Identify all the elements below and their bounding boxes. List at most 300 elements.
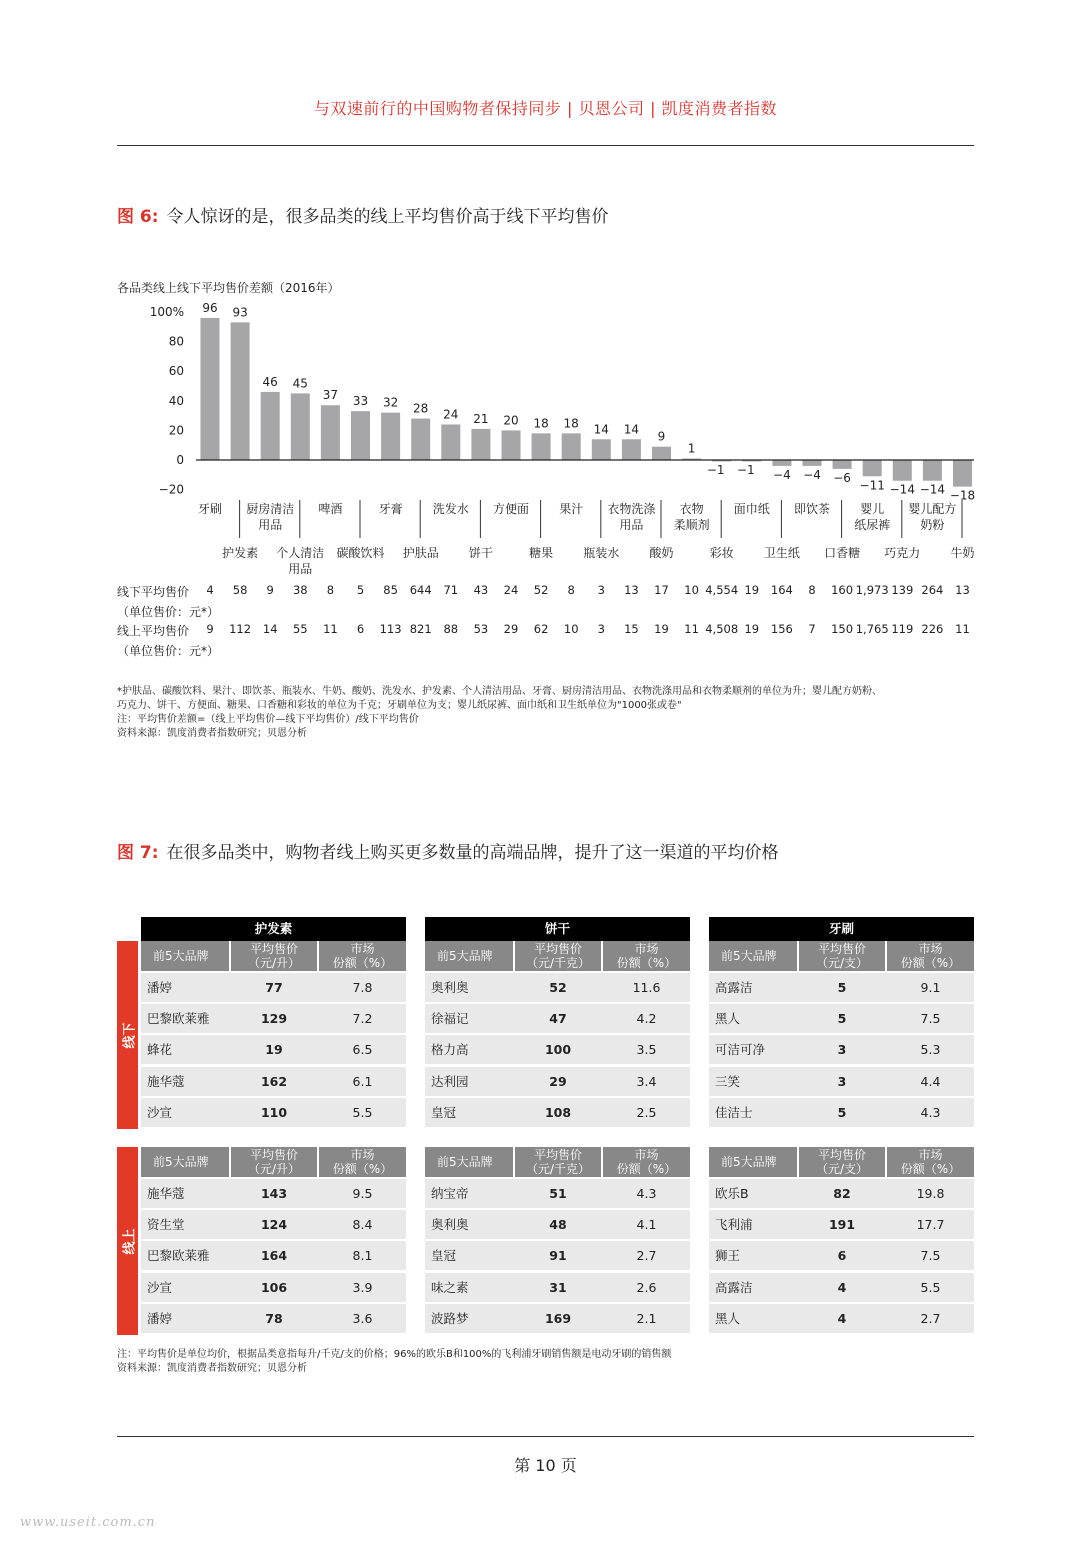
- online-price-value: 11: [684, 622, 699, 636]
- online-price-value: 19: [744, 622, 760, 636]
- bar-value-label: 21: [473, 411, 489, 426]
- bar-value-label: 24: [443, 407, 459, 422]
- offline-price-value: 19: [744, 583, 760, 597]
- table-row: [709, 1179, 974, 1208]
- online-price-value: 55: [292, 622, 308, 636]
- bar: [622, 439, 641, 460]
- category-label-bottom: 彩妆: [709, 546, 734, 560]
- footnote-price-note: 注：平均售价是单位均价，根据品类意指每升/千克/支的价格；96%的欧乐B和100%的飞利浦牙刷销售额是电动牙刷的销售额: [117, 1349, 672, 1360]
- offline-price-value: 43: [473, 583, 489, 597]
- bar-value-label: 32: [382, 395, 399, 410]
- column-header-price: [799, 941, 885, 971]
- avg-price: 19: [265, 1042, 283, 1058]
- online-price-value: 9: [206, 622, 214, 636]
- bar-value-label: 14: [623, 422, 640, 437]
- table-title: 护发素: [141, 917, 406, 941]
- avg-price: 129: [260, 1011, 288, 1027]
- table-row: [425, 1035, 690, 1064]
- category-label-top: 衣物洗涤: [607, 502, 656, 516]
- category-label-top: 婴儿配方: [908, 502, 957, 516]
- market-share: 3.4: [636, 1073, 657, 1089]
- table-row: [425, 1067, 690, 1096]
- brand-name: 佳洁士: [715, 1104, 753, 1120]
- brand-name: 达利园: [431, 1073, 469, 1089]
- market-share: 19.8: [916, 1186, 945, 1201]
- table-row: [141, 1067, 406, 1096]
- offline-price-value: 58: [232, 583, 248, 597]
- bar-value-label: −14: [889, 482, 915, 497]
- column-header-share-line2: 份额（%）: [900, 1162, 961, 1176]
- table-row: [709, 1241, 974, 1270]
- brand-name: 可洁可净: [715, 1042, 766, 1058]
- column-header-price-line2: （元/千克）: [525, 1162, 591, 1176]
- bar: [381, 413, 400, 460]
- bar-value-label: 14: [593, 422, 609, 437]
- table-row: [141, 1035, 406, 1064]
- offline-price-value: 8: [808, 583, 816, 597]
- watermark: www.useit.com.cn: [20, 1515, 156, 1530]
- table-row: [425, 1098, 690, 1127]
- bar-value-label: 46: [262, 374, 278, 389]
- bar-value-label: −4: [773, 467, 791, 482]
- online-price-value: 15: [624, 622, 639, 636]
- table-row: [141, 1210, 406, 1239]
- market-share: 4.4: [920, 1073, 941, 1089]
- avg-price: 3: [837, 1042, 847, 1058]
- brand-name: 巴黎欧莱雅: [147, 1248, 210, 1264]
- offline-price-value: 3: [597, 583, 605, 597]
- avg-price: 5: [837, 1104, 847, 1120]
- column-header-price-line2: （元/升）: [247, 956, 301, 970]
- footnote-units-1: *护肤品、碳酸饮料、果汁、即饮茶、瓶装水、牛奶、酸奶、洗发水、护发素、个人清洁用品、牙膏、厨房清洁用品、衣物洗涤用品和衣物柔顺剂的单位为升；婴儿配方奶粉、: [117, 686, 882, 697]
- column-header-share: [603, 941, 690, 971]
- avg-price: 4: [837, 1279, 847, 1295]
- bar: [201, 318, 220, 460]
- brand-name: 施华蔻: [147, 1073, 185, 1089]
- market-share: 8.1: [352, 1248, 373, 1264]
- avg-price: 106: [260, 1279, 288, 1295]
- avg-price: 191: [828, 1217, 856, 1233]
- category-label-bottom: 护发素: [222, 546, 259, 560]
- online-price-value: 6: [356, 622, 365, 636]
- offline-price-value: 85: [383, 583, 398, 597]
- category-label-bottom: 糖果: [529, 546, 554, 560]
- column-header-brand: 前5大品牌: [141, 1147, 229, 1177]
- avg-price: 78: [265, 1310, 283, 1326]
- category-label-bottom: 卫生纸: [763, 546, 800, 560]
- online-price-label-b: （单位售价：元*）: [117, 644, 220, 658]
- bar: [863, 460, 882, 476]
- offline-price-value: 139: [891, 583, 914, 597]
- market-share: 5.5: [920, 1279, 941, 1295]
- column-header-share-line2: 份额（%）: [616, 956, 677, 970]
- column-header-brand: 前5大品牌: [425, 1147, 513, 1177]
- column-header-share: [319, 941, 406, 971]
- table-row: [709, 973, 974, 1002]
- brand-name: 欧乐B: [715, 1186, 749, 1201]
- offline-price-value: 8: [567, 583, 575, 597]
- bar-value-label: −6: [833, 470, 851, 485]
- category-label-top: 洗发水: [432, 502, 469, 516]
- figure6-footnotes: [117, 685, 882, 741]
- column-header-share-line2: 份额（%）: [900, 956, 961, 970]
- bar: [261, 392, 280, 460]
- y-tick-label: 40: [168, 393, 184, 408]
- offline-price-value: 160: [831, 583, 854, 597]
- table-row: [709, 1273, 974, 1302]
- column-header-price: [799, 1147, 885, 1177]
- header-title: 与双速前行的中国购物者保持同步 | 贝恩公司 | 凯度消费者指数: [313, 99, 778, 118]
- side-label-online: [117, 1147, 138, 1335]
- table-row: [141, 1273, 406, 1302]
- market-share: 2.6: [636, 1279, 657, 1295]
- column-header-share: [603, 1147, 690, 1177]
- brand-name: 巴黎欧莱雅: [147, 1011, 210, 1027]
- table-row: [425, 1241, 690, 1270]
- avg-price: 162: [260, 1073, 288, 1089]
- market-share: 7.2: [352, 1011, 373, 1027]
- table-row: [141, 1179, 406, 1208]
- page-number: 第 10 页: [514, 1456, 577, 1475]
- column-header-share: [319, 1147, 406, 1177]
- column-header-brand: 前5大品牌: [709, 1147, 797, 1177]
- online-price-value: 119: [891, 622, 914, 636]
- avg-price: 124: [260, 1217, 288, 1233]
- bar-value-label: −18: [949, 488, 976, 503]
- avg-price: 5: [837, 1011, 847, 1027]
- brand-name: 纳宝帝: [431, 1186, 469, 1201]
- bar: [562, 433, 581, 460]
- offline-price-value: 164: [770, 583, 793, 597]
- table-row: [141, 973, 406, 1002]
- avg-price: 108: [544, 1104, 572, 1120]
- market-share: 9.1: [920, 980, 941, 995]
- category-label-bottom: 口香糖: [824, 546, 861, 560]
- footnote-units-2: 巧克力、饼干、方便面、糖果、口香糖和彩妆的单位为千克；牙刷单位为支；婴儿纸尿裤、面巾纸和卫生纸单位为"1000张或卷": [117, 700, 682, 711]
- category-label-top: 面巾纸: [733, 502, 770, 516]
- online-price-value: 62: [533, 622, 549, 636]
- category-label-top: 即饮茶: [793, 502, 831, 516]
- brand-name: 皇冠: [431, 1104, 457, 1120]
- online-price-value: 7: [808, 622, 816, 636]
- y-tick-label: 60: [168, 364, 184, 379]
- category-label-top: 婴儿: [860, 502, 885, 516]
- bar: [923, 460, 942, 481]
- bar-value-label: −1: [736, 463, 755, 477]
- brand-name: 皇冠: [431, 1248, 457, 1264]
- figure6-number: 图 6:: [117, 207, 159, 227]
- avg-price: 110: [260, 1104, 288, 1120]
- table-row: [425, 1304, 690, 1333]
- offline-price-value: 5: [356, 583, 365, 597]
- bar: [532, 433, 551, 460]
- brand-name: 奥利奥: [431, 980, 469, 995]
- brand-table: [425, 917, 690, 1337]
- column-header-price-line1: 平均售价: [249, 942, 298, 956]
- figure6-title-text: 令人惊讶的是，很多品类的线上平均售价高于线下平均售价: [166, 207, 609, 227]
- bar-value-label: −14: [919, 482, 946, 497]
- online-price-label-a: 线上平均售价: [117, 624, 190, 638]
- bar: [471, 429, 490, 460]
- market-share: 2.1: [636, 1310, 657, 1326]
- column-header-price: [231, 941, 317, 971]
- category-label-bottom: 牛奶: [950, 546, 975, 560]
- brand-name: 波路梦: [431, 1310, 469, 1326]
- bar: [441, 424, 460, 460]
- table-row: [709, 1098, 974, 1127]
- bar-value-label: 20: [503, 413, 519, 428]
- market-share: 5.5: [352, 1104, 373, 1120]
- bar: [953, 460, 972, 487]
- avg-price: 143: [260, 1186, 288, 1201]
- column-header-share: [887, 941, 974, 971]
- category-label-top: 用品: [258, 518, 283, 532]
- bar: [592, 439, 611, 460]
- figure7-footnotes: [117, 1348, 671, 1376]
- market-share: 3.6: [352, 1310, 373, 1326]
- bar-value-label: 37: [322, 388, 339, 403]
- offline-price-value: 8: [326, 583, 335, 597]
- offline-price-value: 38: [292, 583, 308, 597]
- brand-name: 资生堂: [147, 1217, 185, 1233]
- avg-price: 47: [549, 1011, 567, 1027]
- column-header-price-line1: 平均售价: [533, 1148, 582, 1162]
- brand-name: 沙宣: [147, 1279, 173, 1295]
- avg-price: 91: [549, 1248, 567, 1264]
- avg-price: 169: [544, 1310, 572, 1326]
- bar: [351, 411, 370, 460]
- offline-price-label-b: （单位售价：元*）: [117, 605, 220, 619]
- offline-price-value: 4,554: [705, 583, 739, 597]
- online-price-value: 53: [473, 622, 489, 636]
- column-header-price: [231, 1147, 317, 1177]
- table-row: [709, 1304, 974, 1333]
- figure7-number: 图 7:: [117, 843, 159, 863]
- y-tick-label: 100%: [149, 305, 184, 319]
- category-label-top: 用品: [619, 518, 644, 532]
- bar: [321, 405, 340, 460]
- y-tick-label: −20: [158, 482, 184, 497]
- online-price-value: 821: [409, 622, 432, 636]
- category-label-bottom: 碳酸饮料: [336, 546, 385, 560]
- column-header-share-line2: 份额（%）: [332, 956, 393, 970]
- y-tick-label: 80: [168, 334, 184, 349]
- table-row: [141, 1304, 406, 1333]
- brand-name: 味之素: [431, 1279, 469, 1295]
- offline-price-value: 13: [955, 583, 970, 597]
- bar-value-label: 1: [687, 441, 696, 456]
- online-price-value: 150: [831, 622, 854, 636]
- figure7-title-text: 在很多品类中，购物者线上购买更多数量的高端品牌，提升了这一渠道的平均价格: [166, 843, 779, 863]
- brand-name: 蜂花: [147, 1042, 173, 1058]
- category-label-bottom: 饼干: [468, 546, 493, 560]
- table-title: 饼干: [425, 917, 690, 941]
- bar-value-label: 28: [413, 401, 429, 416]
- market-share: 17.7: [916, 1217, 945, 1233]
- bar-value-label: 45: [292, 376, 308, 391]
- column-header-price-line2: （元/千克）: [525, 956, 591, 970]
- footnote-formula: 注：平均售价差额=（线上平均售价—线下平均售价）/线下平均售价: [117, 714, 419, 725]
- bar-value-label: 18: [563, 416, 579, 431]
- y-tick-label: 20: [168, 423, 184, 438]
- column-header-share-line1: 市场: [634, 1148, 659, 1162]
- bar-value-label: 93: [232, 305, 248, 320]
- category-label-top: 果汁: [559, 502, 584, 516]
- category-label-bottom: 个人清洁: [276, 546, 325, 560]
- offline-price-value: 9: [266, 583, 274, 597]
- online-price-value: 88: [443, 622, 459, 636]
- category-label-top: 纸尿裤: [854, 518, 891, 532]
- market-share: 7.5: [920, 1011, 941, 1027]
- side-label-offline: [117, 941, 138, 1129]
- table-row: [709, 1004, 974, 1033]
- bar: [803, 460, 822, 466]
- offline-price-value: 52: [533, 583, 549, 597]
- offline-price-value: 1,973: [855, 583, 889, 597]
- market-share: 5.3: [920, 1042, 941, 1058]
- online-price-value: 19: [654, 622, 669, 636]
- market-share: 6.5: [352, 1042, 373, 1058]
- table-row: [425, 1273, 690, 1302]
- column-header-share: [887, 1147, 974, 1177]
- online-price-value: 226: [921, 622, 944, 636]
- offline-price-value: 24: [503, 583, 519, 597]
- column-header-price-line2: （元/升）: [247, 1162, 301, 1176]
- brand-name: 奥利奥: [431, 1217, 469, 1233]
- bar: [833, 460, 852, 469]
- avg-price: 82: [833, 1186, 851, 1201]
- online-price-value: 14: [262, 622, 278, 636]
- avg-price: 48: [549, 1217, 567, 1233]
- side-label-offline-text: 线下: [122, 1021, 138, 1049]
- column-header-share-line1: 市场: [350, 942, 375, 956]
- column-header-share-line1: 市场: [634, 942, 659, 956]
- column-header-brand: 前5大品牌: [709, 941, 797, 971]
- offline-price-label: [117, 583, 219, 620]
- brand-name: 潘婷: [147, 1310, 173, 1326]
- offline-price-value: 13: [624, 583, 639, 597]
- table-row: [425, 1210, 690, 1239]
- table-row: [141, 1098, 406, 1127]
- online-price-label: [117, 622, 219, 659]
- avg-price: 4: [837, 1310, 847, 1326]
- table-row: [425, 1179, 690, 1208]
- brand-name: 三笑: [715, 1073, 741, 1089]
- category-label-bottom: 护肤品: [402, 546, 439, 560]
- bar: [291, 393, 310, 460]
- table-row: [141, 1241, 406, 1270]
- offline-price-value: 264: [921, 583, 944, 597]
- avg-price: 51: [549, 1186, 567, 1201]
- avg-price: 5: [837, 980, 847, 995]
- avg-price: 164: [260, 1248, 288, 1264]
- online-price-value: 11: [323, 622, 338, 636]
- bar: [231, 322, 250, 460]
- column-header-price-line1: 平均售价: [249, 1148, 298, 1162]
- category-label-top: 柔顺剂: [673, 518, 710, 532]
- column-header-share-line2: 份额（%）: [616, 1162, 677, 1176]
- table-row: [709, 1210, 974, 1239]
- bar-value-label: 9: [657, 429, 666, 444]
- chart-subtitle: 各品类线上线下平均售价差额（2016年）: [117, 281, 340, 295]
- brand-name: 格力高: [431, 1042, 469, 1058]
- market-share: 2.7: [920, 1310, 941, 1326]
- market-share: 2.5: [636, 1104, 657, 1120]
- y-tick-label: 0: [176, 453, 184, 467]
- brand-name: 黑人: [715, 1011, 741, 1027]
- column-header-share-line1: 市场: [918, 942, 943, 956]
- market-share: 7.5: [920, 1248, 941, 1264]
- market-share: 7.8: [352, 980, 373, 995]
- bar-value-label: 33: [352, 394, 369, 409]
- category-label-top: 牙膏: [378, 502, 403, 516]
- category-label-bottom: 瓶装水: [583, 546, 620, 560]
- bar: [772, 460, 791, 466]
- category-label-top: 衣物: [679, 502, 704, 516]
- offline-price-value: 10: [684, 583, 699, 597]
- brand-name: 黑人: [715, 1310, 741, 1326]
- brand-name: 高露洁: [715, 1279, 753, 1295]
- column-header-price-line2: （元/支）: [815, 1162, 869, 1176]
- side-label-online-text: 线上: [122, 1227, 138, 1255]
- figure7-title: [117, 838, 779, 863]
- offline-price-value: 4: [206, 583, 214, 597]
- offline-price-value: 71: [443, 583, 459, 597]
- column-header-price-line1: 平均售价: [817, 1148, 866, 1162]
- avg-price: 31: [549, 1279, 567, 1295]
- online-price-value: 1,765: [855, 622, 889, 636]
- column-header-brand: 前5大品牌: [141, 941, 229, 971]
- avg-price: 3: [837, 1073, 847, 1089]
- avg-price: 29: [549, 1073, 567, 1089]
- table-title: 牙刷: [709, 917, 974, 941]
- bar: [893, 460, 912, 481]
- column-header-price-line2: （元/支）: [815, 956, 869, 970]
- category-label-top: 厨房清洁: [246, 502, 295, 516]
- footer-divider: [117, 1436, 974, 1437]
- market-share: 9.5: [352, 1186, 373, 1201]
- bar: [411, 419, 430, 460]
- bar: [652, 447, 671, 460]
- market-share: 4.3: [920, 1104, 941, 1120]
- market-share: 6.1: [352, 1073, 373, 1089]
- brand-name: 沙宣: [147, 1104, 173, 1120]
- online-price-value: 10: [563, 622, 579, 636]
- column-header-share-line1: 市场: [350, 1148, 375, 1162]
- brand-table: [141, 917, 406, 1337]
- online-price-value: 11: [955, 622, 970, 636]
- brand-table: [709, 917, 974, 1337]
- market-share: 3.5: [636, 1042, 657, 1058]
- category-label-top: 啤酒: [318, 502, 343, 516]
- offline-price-value: 17: [654, 583, 669, 597]
- brand-name: 飞利浦: [715, 1217, 753, 1233]
- avg-price: 52: [549, 980, 567, 995]
- offline-price-value: 644: [409, 583, 432, 597]
- avg-price: 77: [265, 980, 283, 995]
- bar-value-label: 96: [202, 300, 218, 315]
- brand-name: 施华蔻: [147, 1186, 185, 1201]
- footnote-source: 资料来源：凯度消费者指数研究；贝恩分析: [117, 728, 307, 739]
- category-label-top: 方便面: [492, 502, 530, 516]
- bar-value-label: −1: [706, 463, 725, 477]
- table-row: [425, 973, 690, 1002]
- column-header-price: [515, 941, 601, 971]
- column-header-price-line1: 平均售价: [533, 942, 582, 956]
- brand-name: 高露洁: [715, 980, 753, 995]
- bar: [502, 430, 521, 460]
- category-label-bottom: 酸奶: [649, 546, 674, 560]
